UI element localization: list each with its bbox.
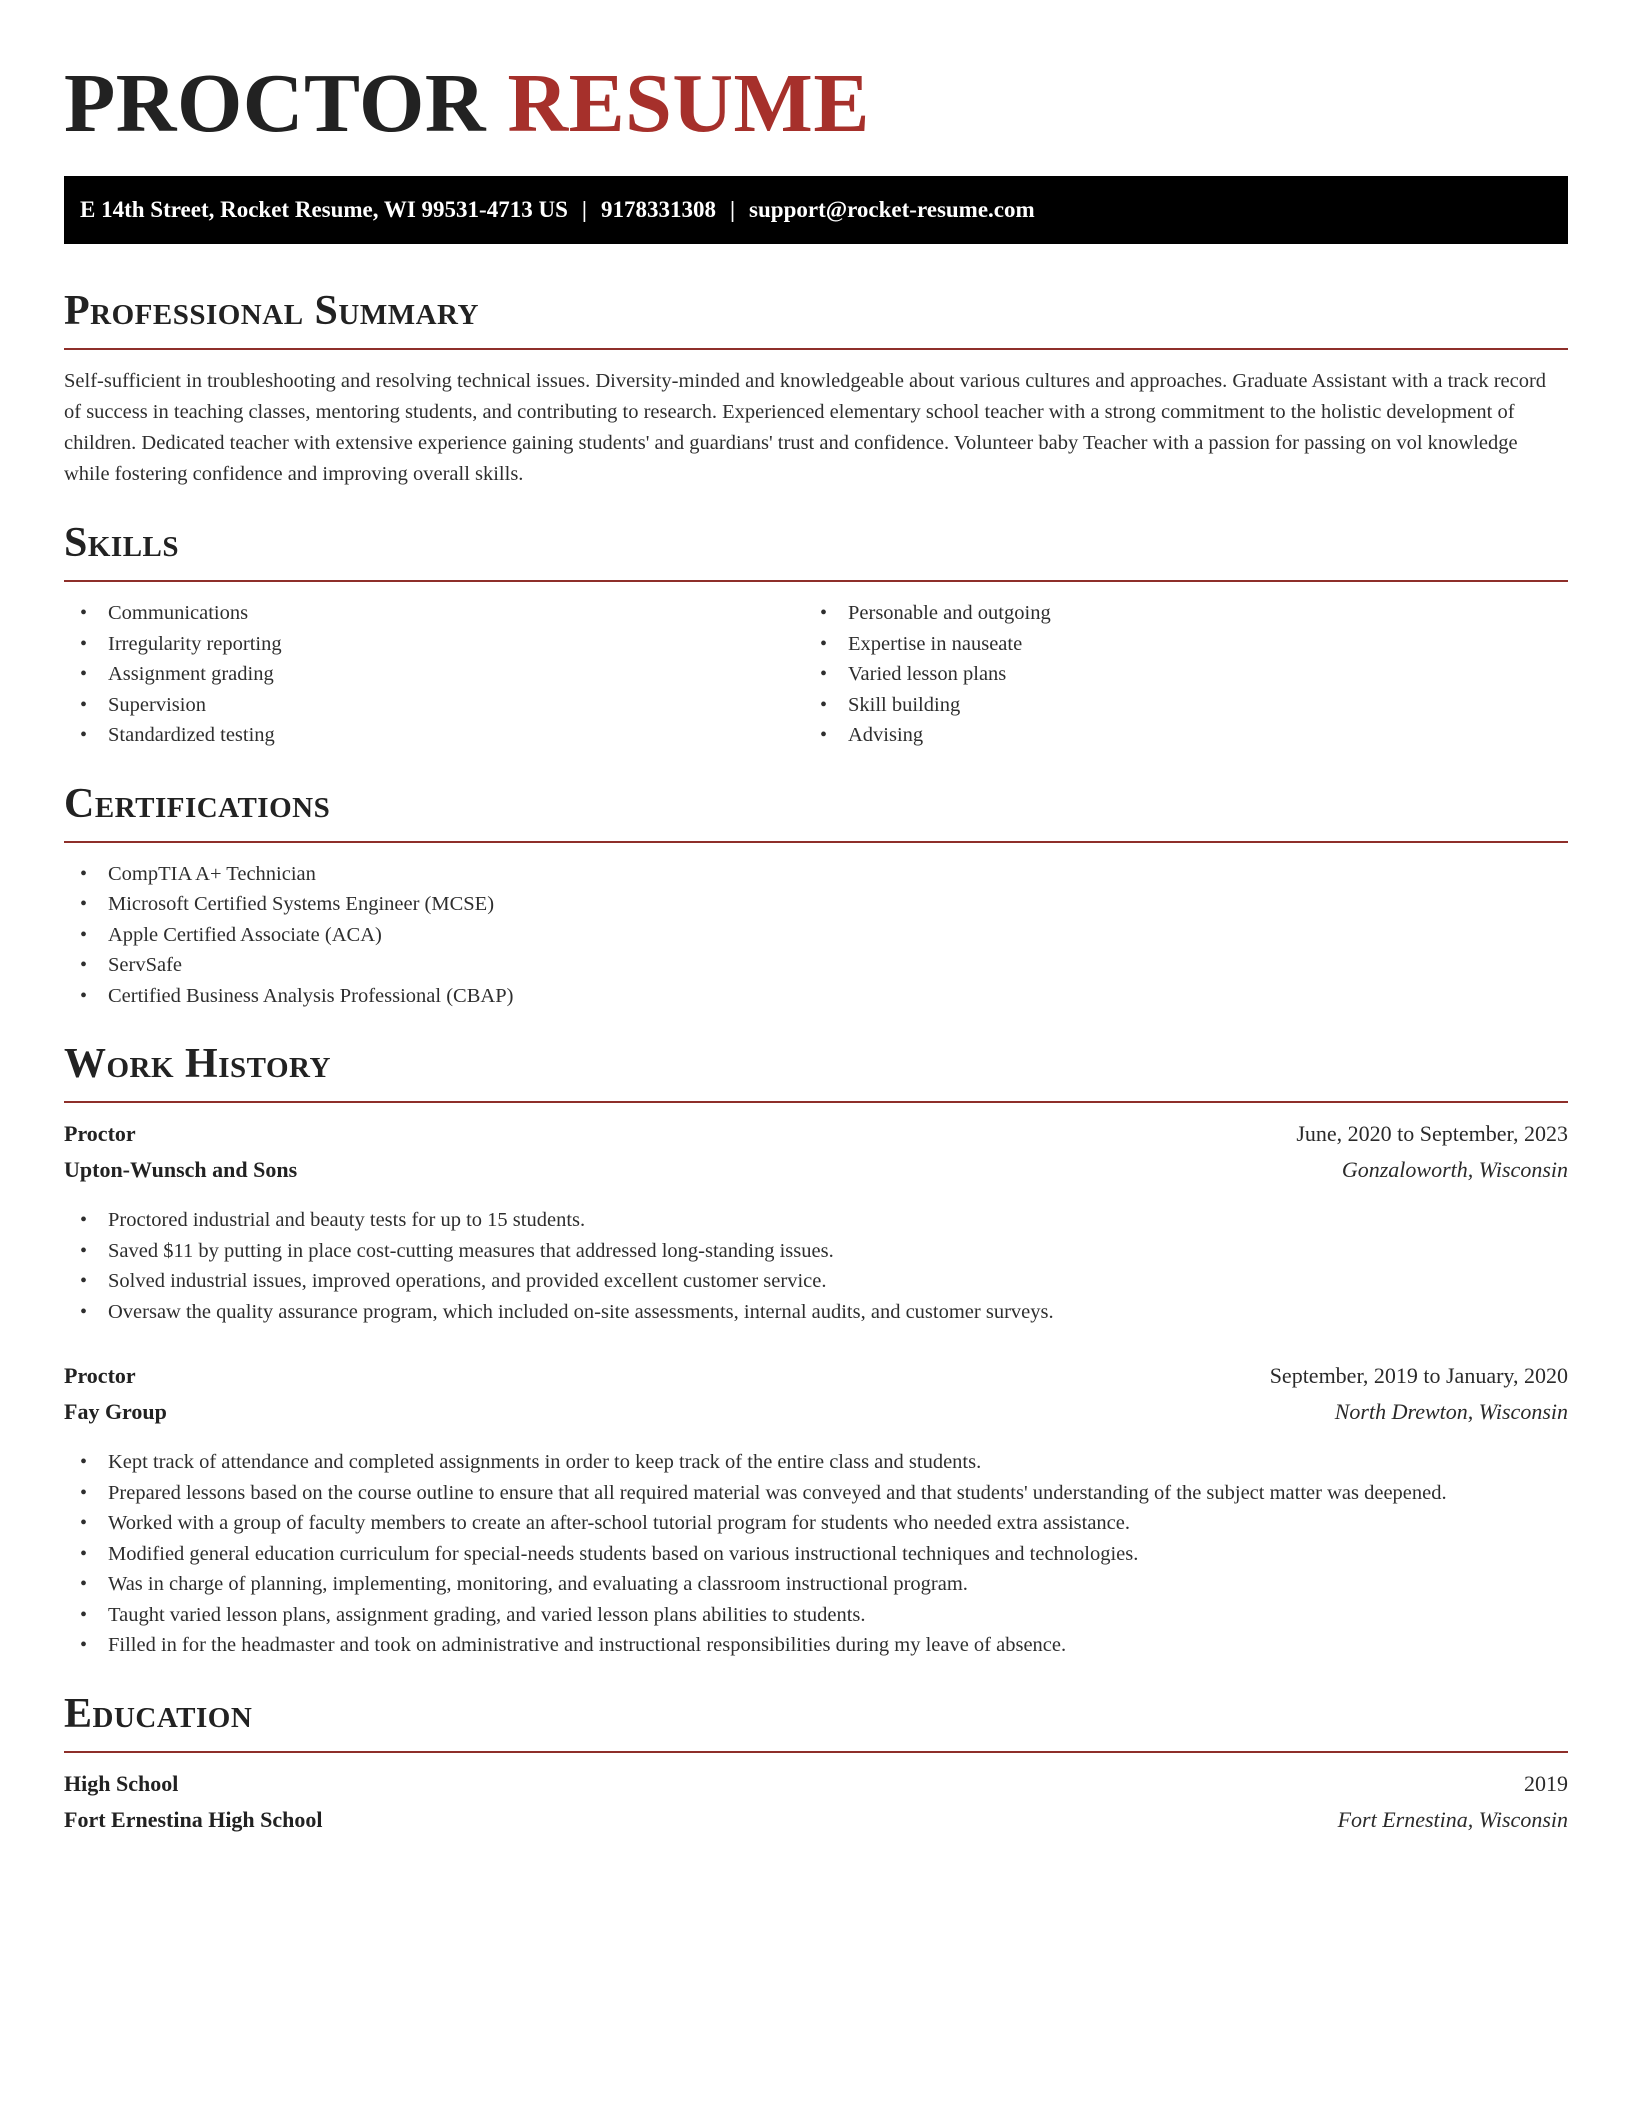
job-title: Proctor [64, 1363, 136, 1388]
resume-name [64, 52, 1568, 176]
contact-address: E 14th Street, Rocket Resume, WI 99531-4713 US [80, 197, 568, 222]
education-year: 2019 [1524, 1770, 1568, 1796]
skill-item: • Standardized testing [64, 720, 804, 751]
job-location: North Drewton, Wisconsin [1334, 1399, 1568, 1424]
section-title: Education [64, 1690, 253, 1737]
education-school: Fort Ernestina High School [64, 1806, 323, 1832]
skill-item: • Assignment grading [64, 659, 804, 690]
education-location: Fort Ernestina, Wisconsin [1337, 1806, 1568, 1832]
skill-item: • Personable and outgoing [804, 598, 1544, 629]
work-history-section [64, 1041, 1568, 1661]
job-header-row [64, 1121, 1568, 1157]
skills-section [64, 520, 1568, 751]
contact-separator: | [581, 197, 587, 222]
section-title: Work History [64, 1041, 331, 1087]
skill-item: • Skill building [804, 690, 1544, 721]
section-divider [64, 841, 1568, 843]
section-title: Skills [64, 520, 180, 566]
contact-separator: | [729, 197, 736, 222]
certification-item: • CompTIA A+ Technician [64, 859, 1568, 890]
certifications-section [64, 781, 1568, 1012]
job-company: Upton-Wunsch and Sons [64, 1157, 298, 1182]
job-entry [64, 1121, 1568, 1327]
job-duty-item: • Kept track of attendance and completed assignments in order to keep track of the entire class and students. [64, 1447, 1568, 1478]
job-duty-item: • Was in charge of planning, implementing, monitoring, and evaluating a classroom instructional program. [64, 1569, 1568, 1600]
skill-item: • Advising [804, 720, 1544, 751]
job-duties-list [64, 1205, 1568, 1327]
section-divider [64, 348, 1568, 350]
summary-text: Self-sufficient in troubleshooting and resolving technical issues. Diversity-minded and knowledgeable about various cultures and approaches. Graduate Assistant with a track record of success in teaching classes, mentoring students, and contributing to research. Experienced elementary school teacher with a strong commitment to the holistic development of children. Dedicated teacher with extensive experience gaining students' and guardians' trust and confidence. Volunteer baby Teacher with a passion for passing on vol knowledge while fostering confidence and improving overall skills. [64, 370, 1547, 485]
education-entry [64, 1771, 1568, 1843]
job-duty-item: • Taught varied lesson plans, assignment grading, and varied lesson plans abilities to students. [64, 1600, 1568, 1631]
skill-item: • Irregularity reporting [64, 629, 804, 660]
contact-bar [64, 176, 1568, 244]
certification-item: • Microsoft Certified Systems Engineer (MCSE) [64, 889, 1568, 920]
skill-item: • Supervision [64, 690, 804, 721]
name-first: PROCTOR [64, 57, 486, 150]
section-divider [64, 1101, 1568, 1103]
job-header-row [64, 1363, 1568, 1399]
job-duties-list [64, 1447, 1568, 1661]
job-duty-item: • Modified general education curriculum for special-needs students based on various instructional techniques and technologies. [64, 1539, 1568, 1570]
skill-item: • Communications [64, 598, 804, 629]
certification-item: • Certified Business Analysis Professional (CBAP) [64, 981, 1568, 1012]
section-title: Professional Summary [64, 288, 479, 334]
job-duty-item: • Solved industrial issues, improved operations, and provided excellent customer service. [64, 1266, 1568, 1297]
job-duty-item: • Oversaw the quality assurance program, which included on-site assessments, internal audits, and customer surveys. [64, 1297, 1568, 1328]
job-company: Fay Group [64, 1399, 167, 1424]
skill-item: • Varied lesson plans [804, 659, 1544, 690]
job-duty-item: • Worked with a group of faculty members to create an after-school tutorial program for students who needed extra assistance. [64, 1508, 1568, 1539]
job-location: Gonzaloworth, Wisconsin [1341, 1157, 1568, 1182]
education-school-row [64, 1807, 1568, 1843]
education-degree: High School [64, 1770, 179, 1796]
education-header-row [64, 1771, 1568, 1807]
skill-item: • Expertise in nauseate [804, 629, 1544, 660]
job-dates: September, 2019 to January, 2020 [1269, 1363, 1568, 1388]
job-entry [64, 1363, 1568, 1661]
skills-column-left [64, 582, 804, 751]
contact-email: support@rocket-resume.com [749, 197, 1035, 222]
job-duty-item: • Proctored industrial and beauty tests for up to 15 students. [64, 1205, 1568, 1236]
job-title: Proctor [64, 1121, 136, 1146]
job-company-row [64, 1399, 1568, 1435]
job-duty-item: • Prepared lessons based on the course outline to ensure that all required material was conveyed and that students' understanding of the subject matter was deepened. [64, 1478, 1568, 1509]
job-dates: June, 2020 to September, 2023 [1296, 1121, 1568, 1146]
section-title: Certifications [64, 780, 331, 827]
job-duty-item: • Filled in for the headmaster and took on administrative and instructional responsibilities during my leave of absence. [64, 1630, 1568, 1661]
summary-section [64, 288, 1568, 490]
job-company-row [64, 1157, 1568, 1193]
certifications-list [64, 859, 1568, 1012]
skills-list-left [64, 598, 804, 751]
education-section [64, 1691, 1568, 1843]
job-duty-item: • Saved $11 by putting in place cost-cutting measures that addressed long-standing issues. [64, 1236, 1568, 1267]
skills-list-right [804, 598, 1544, 751]
contact-phone: 9178331308 [600, 197, 716, 222]
certification-item: • ServSafe [64, 950, 1568, 981]
skills-column-right [804, 582, 1544, 751]
section-divider [64, 1751, 1568, 1753]
skills-grid [64, 582, 1568, 751]
name-last: RESUME [507, 57, 870, 150]
certification-item: • Apple Certified Associate (ACA) [64, 920, 1568, 951]
